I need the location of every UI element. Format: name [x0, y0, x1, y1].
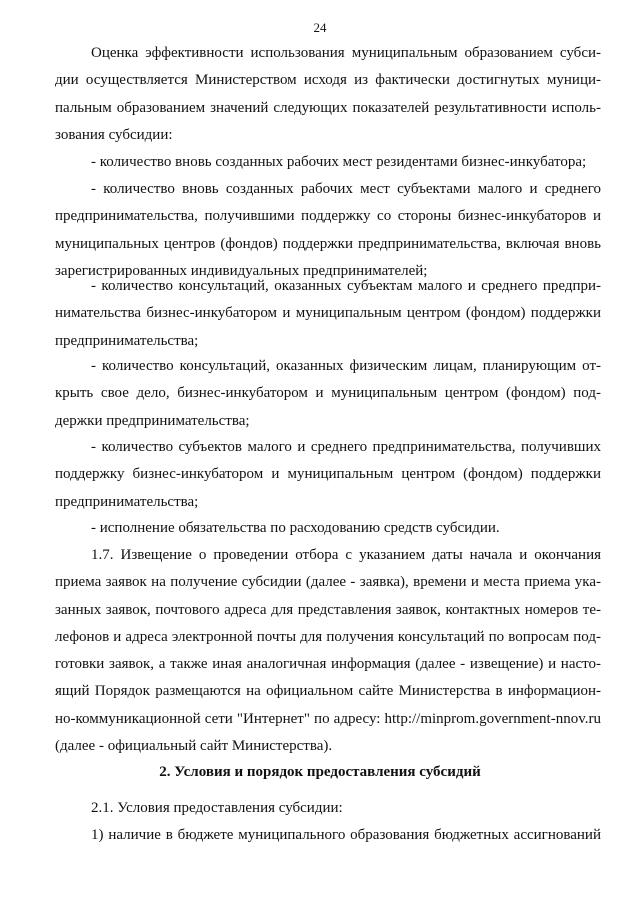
section-heading: 2. Условия и порядок предоставления субсидий [159, 764, 481, 780]
list-item-supported-sme-count [55, 434, 601, 516]
paragraph-2-1-conditions [55, 795, 601, 822]
list-item-consultations-individuals [55, 353, 601, 435]
list-item-consultations-sme [55, 273, 601, 355]
text-line: предпринимательства, получившими поддержку со стороны бизнес-инкубаторов и [55, 208, 601, 225]
text-line: Оценка эффективности использования муниципальным образованием субси- [91, 45, 601, 61]
list-item-new-jobs-sme [55, 176, 601, 285]
text-line: ящий Порядок размещаются на официальном сайте Министерства в информацион- [55, 683, 601, 700]
page-number: 24 [313, 20, 327, 35]
text-line: - количество субъектов малого и среднего предпринимательства, получивших [91, 439, 601, 455]
text-line: 1.7. Извещение о проведении отбора с указанием даты начала и окончания [91, 547, 601, 563]
text-line: дии осуществляется Министерством исходя из фактически достигнутых муници- [55, 72, 601, 89]
paragraph-1-7-notice [55, 542, 601, 760]
text-line: - количество вновь созданных рабочих мест субъектами малого и среднего [91, 181, 601, 197]
text-line: но-коммуникационной сети "Интернет" по адресу: http://minprom.government-nnov.ru [55, 710, 601, 727]
text-line: пальным образованием значений следующих показателей результативности исполь- [55, 99, 601, 116]
text-line: предпринимательства; [55, 493, 199, 510]
text-line: (далее - официальный сайт Министерства). [55, 738, 333, 755]
text-line: лефонов и адреса электронной почты для получения консультаций по вопросам под- [55, 628, 601, 645]
text-line: поддержку бизнес-инкубатором и муниципальным центром (фондом) поддержки [55, 466, 601, 483]
list-item-new-jobs-residents [55, 149, 601, 176]
text-line: предпринимательства; [55, 332, 199, 349]
text-line: муниципальных центров (фондов) поддержки предпринимательства, включая вновь [55, 235, 601, 252]
text-line: - количество консультаций, оказанных субъектам малого и среднего предпри- [91, 278, 601, 294]
text-line: держки предпринимательства; [55, 412, 250, 429]
text-line: зования субсидии: [55, 126, 173, 143]
text-line: 1) наличие в бюджете муниципального образования бюджетных ассигнований [91, 827, 601, 843]
text-line: нимательства бизнес-инкубатором и муниципальным центром (фондом) поддержки [55, 305, 601, 322]
text-line: - количество консультаций, оказанных физическим лицам, планирующим от- [91, 358, 601, 374]
list-item-subsidy-spending [55, 515, 601, 542]
paragraph-evaluation-intro [55, 40, 601, 149]
text-line: занных заявок, почтового адреса для представления заявок, контактных номеров те- [55, 601, 601, 618]
text-line: приема заявок на получение субсидии (далее - заявка), времени и места приема ука- [55, 574, 601, 591]
text-line: зарегистрированных индивидуальных предпринимателей; [55, 262, 428, 279]
text-line: крыть свое дело, бизнес-инкубатором и муниципальным центром (фондом) под- [55, 385, 601, 402]
text-line: 2.1. Условия предоставления субсидии: [91, 800, 343, 816]
text-line: - количество вновь созданных рабочих мест резидентами бизнес-инкубатора; [91, 154, 587, 170]
text-line: - исполнение обязательства по расходованию средств субсидии. [91, 520, 500, 536]
text-line: готовки заявок, а также иная аналогичная информация (далее - извещение) и насто- [55, 656, 601, 673]
paragraph-2-1-item-1 [55, 822, 601, 849]
